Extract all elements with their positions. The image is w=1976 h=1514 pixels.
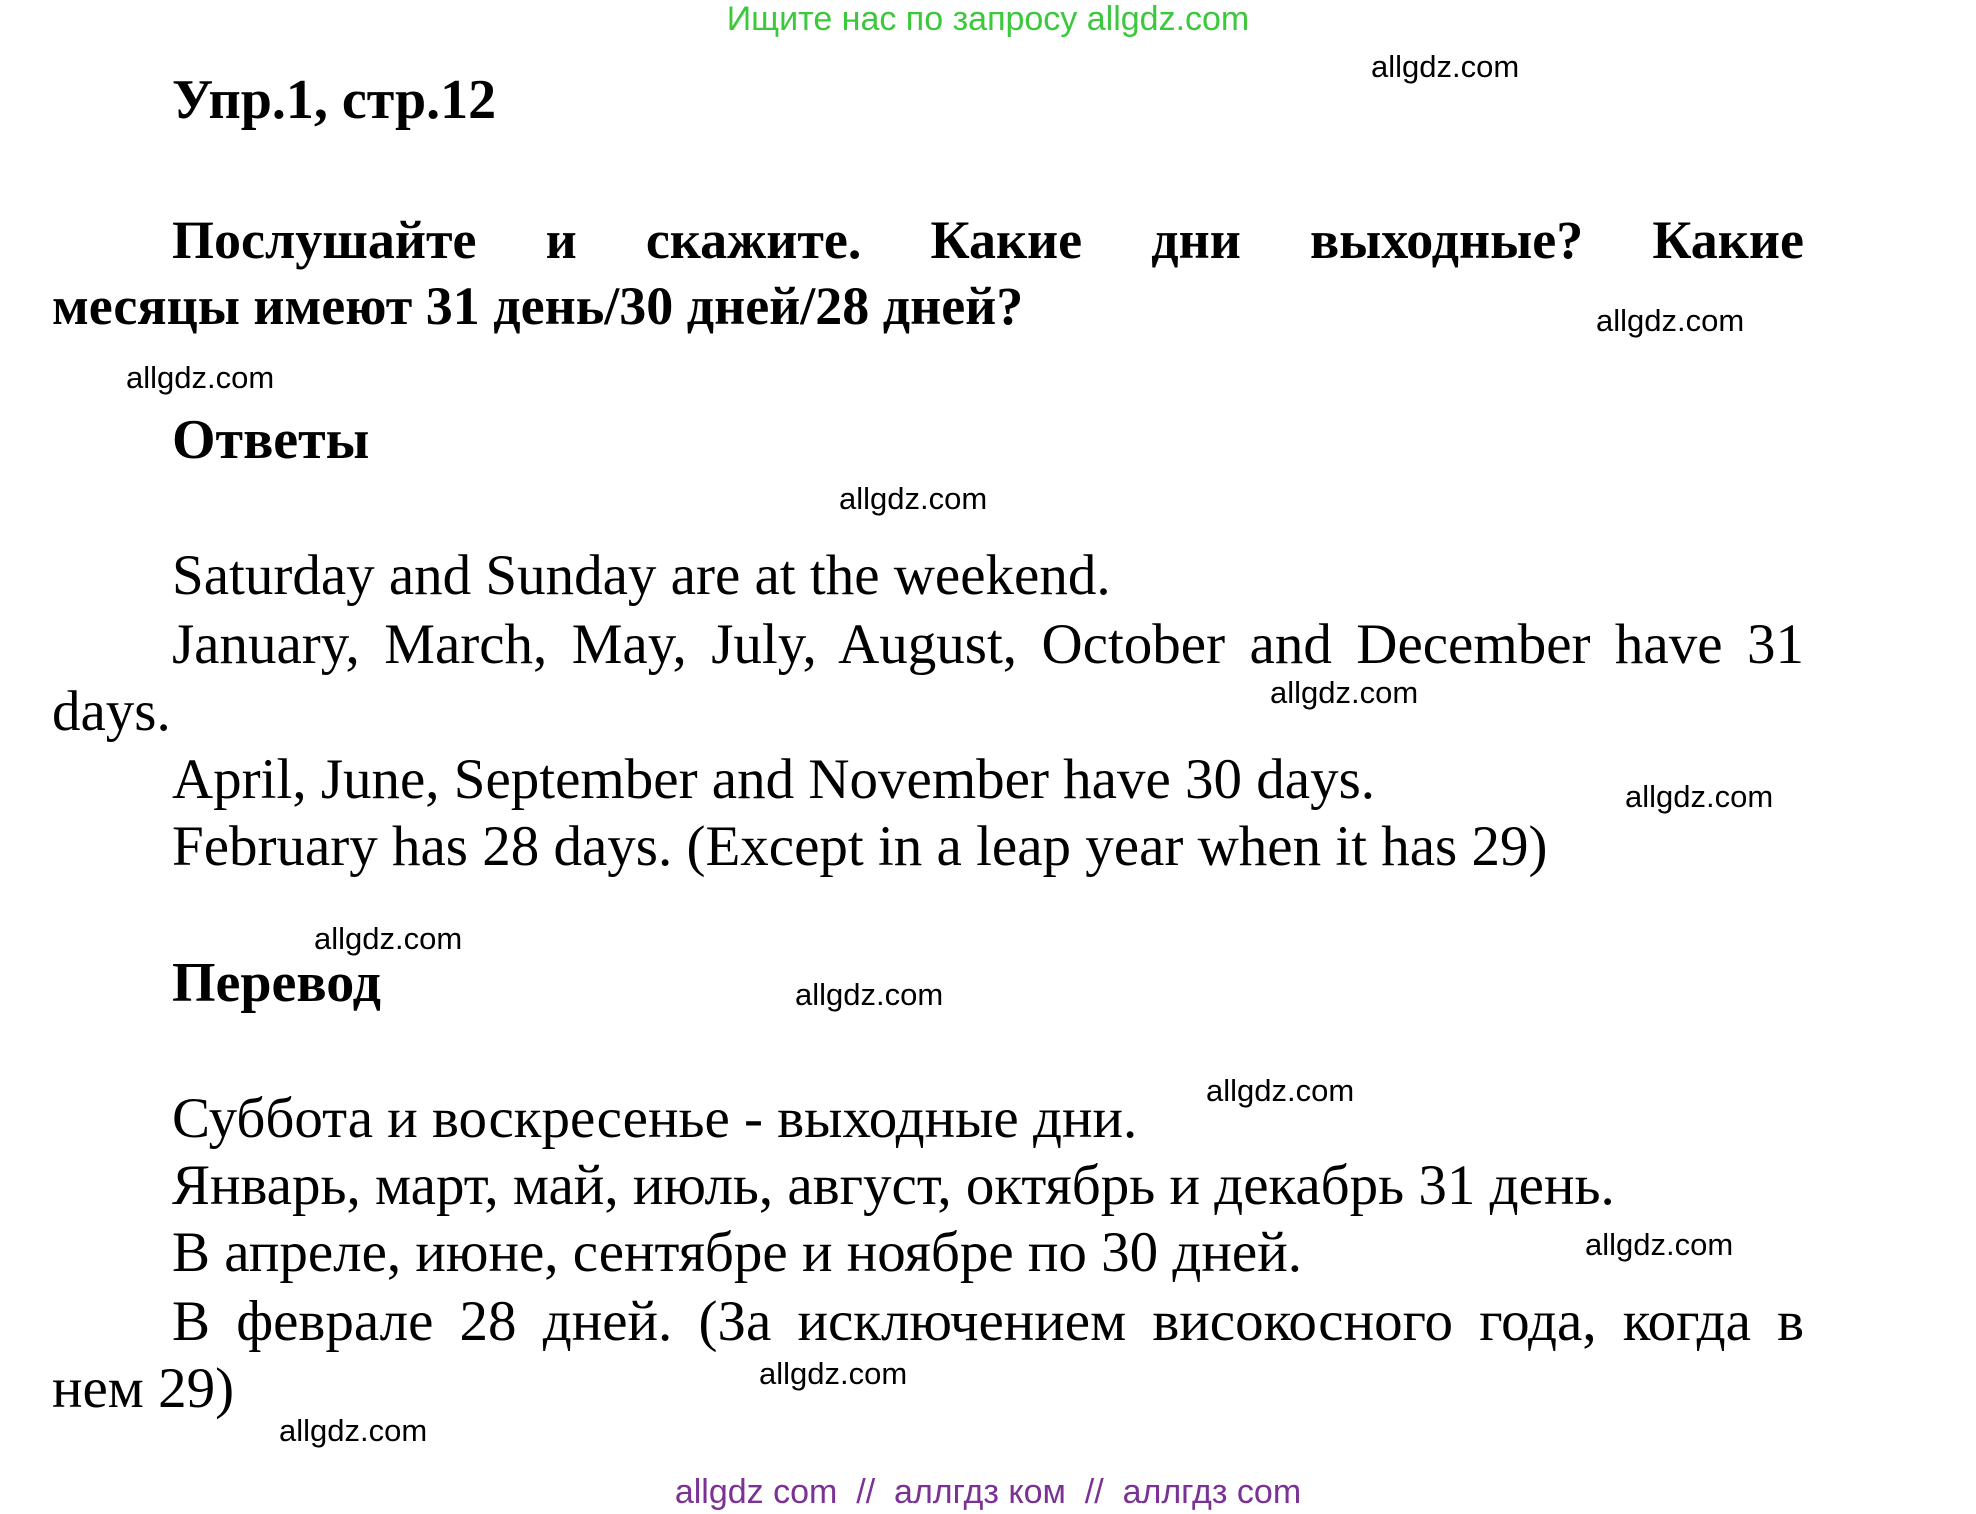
watermark: allgdz.com xyxy=(1206,1073,1355,1108)
watermark: allgdz.com xyxy=(795,977,944,1012)
answer-line-2a: January, March, May, July, August, October and December have 31 xyxy=(172,613,1804,676)
translation-line-2: Январь, март, май, июль, август, октябрь и декабрь 31 день. xyxy=(172,1154,1615,1217)
exercise-title: Упр.1, стр.12 xyxy=(172,69,497,131)
watermark: allgdz.com xyxy=(1371,49,1520,84)
translation-line-3: В апреле, июне, сентябре и ноябре по 30 дней. xyxy=(172,1221,1302,1284)
footer-links: allgdz com // аллгдз ком // аллгдз com xyxy=(674,1473,1302,1511)
task-text xyxy=(52,207,1804,339)
translation-heading: Перевод xyxy=(172,952,381,1014)
answer-line-2 xyxy=(52,611,1804,745)
translation-line-1: Суббота и воскресенье - выходные дни. xyxy=(172,1087,1138,1150)
watermark: allgdz.com xyxy=(839,481,988,516)
watermark: allgdz.com xyxy=(1585,1227,1734,1262)
task-line-2: месяцы имеют 31 день/30 дней/28 дней? xyxy=(52,276,1024,336)
watermark: allgdz.com xyxy=(1270,675,1419,710)
watermark: allgdz.com xyxy=(279,1413,428,1448)
translation-line-4 xyxy=(52,1288,1804,1422)
answer-line-1: Saturday and Sunday are at the weekend. xyxy=(172,544,1111,607)
watermark: allgdz.com xyxy=(1625,779,1774,814)
watermark: allgdz.com xyxy=(314,921,463,956)
answer-line-4: February has 28 days. (Except in a leap year when it has 29) xyxy=(172,815,1548,878)
task-line-1: Послушайте и скажите. Какие дни выходные? Какие xyxy=(172,210,1804,270)
answers-heading: Ответы xyxy=(172,409,370,471)
answer-line-2b: days. xyxy=(52,680,171,743)
translation-line-4a: В феврале 28 дней. (За исключением високосного года, когда в xyxy=(172,1290,1804,1353)
top-banner: Ищите нас по запросу allgdz.com xyxy=(726,0,1250,38)
watermark: allgdz.com xyxy=(759,1356,908,1391)
watermark: allgdz.com xyxy=(126,360,275,395)
answer-line-3: April, June, September and November have 30 days. xyxy=(172,748,1376,811)
translation-line-4b: нем 29) xyxy=(52,1357,235,1420)
watermark: allgdz.com xyxy=(1596,303,1745,338)
